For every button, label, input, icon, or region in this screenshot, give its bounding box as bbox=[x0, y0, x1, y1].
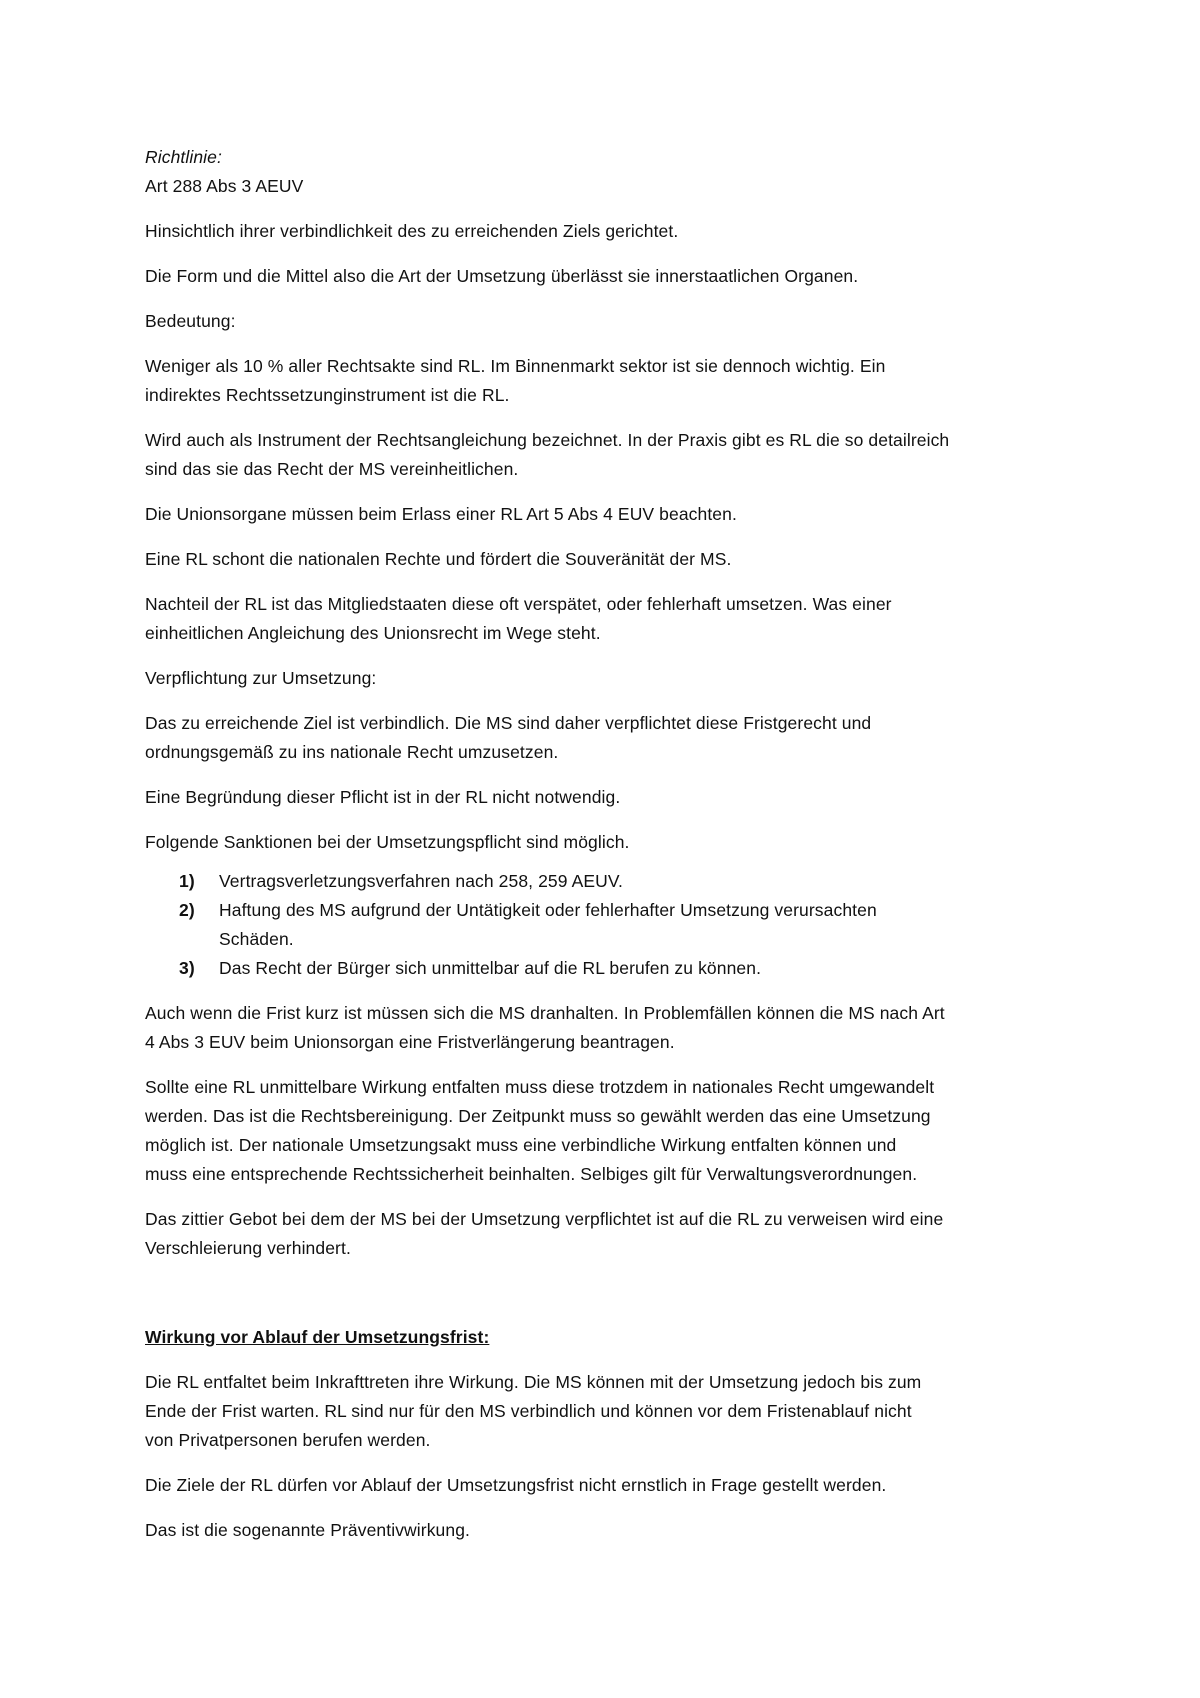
text-line: indirektes Rechtssetzunginstrument ist die RL. bbox=[145, 385, 510, 405]
text-line: Verschleierung verhindert. bbox=[145, 1238, 351, 1258]
text-line: 4 Abs 3 EUV beim Unionsorgan eine Fristverlängerung beantragen. bbox=[145, 1032, 675, 1052]
text-line: Die Unionsorgane müssen beim Erlass einer RL Art 5 Abs 4 EUV beachten. bbox=[145, 504, 737, 524]
list-number: 1) bbox=[179, 871, 195, 891]
bedeutung-paragraph-4 bbox=[145, 545, 1075, 574]
verpflichtung-paragraph-2 bbox=[145, 783, 1075, 812]
list-item bbox=[145, 954, 1075, 983]
heading-bedeutung: Bedeutung: bbox=[145, 311, 236, 331]
verpflichtung-paragraph-6 bbox=[145, 1205, 1075, 1263]
heading-wirkung: Wirkung vor Ablauf der Umsetzungsfrist: bbox=[145, 1327, 490, 1347]
text-line: Folgende Sanktionen bei der Umsetzungspflicht sind möglich. bbox=[145, 832, 630, 852]
text-line: Die Form und die Mittel also die Art der Umsetzung überlässt sie innerstaatlichen Organen. bbox=[145, 266, 859, 286]
document-page bbox=[145, 143, 1075, 1561]
text-line: Ende der Frist warten. RL sind nur für den MS verbindlich und können vor dem Fristenablauf nicht bbox=[145, 1401, 912, 1421]
wirkung-paragraph-1 bbox=[145, 1368, 1075, 1455]
verpflichtung-paragraph-4 bbox=[145, 999, 1075, 1057]
text-line: Eine RL schont die nationalen Rechte und fördert die Souveränität der MS. bbox=[145, 549, 732, 569]
text-line: Haftung des MS aufgrund der Untätigkeit oder fehlerhafter Umsetzung verursachten bbox=[219, 900, 877, 920]
text-line: Auch wenn die Frist kurz ist müssen sich die MS dranhalten. In Problemfällen können die MS nach Art bbox=[145, 1003, 945, 1023]
text-line: von Privatpersonen berufen werden. bbox=[145, 1430, 431, 1450]
section-spacer bbox=[145, 1279, 1075, 1323]
bedeutung-paragraph-1 bbox=[145, 352, 1075, 410]
article-reference: Art 288 Abs 3 AEUV bbox=[145, 176, 304, 196]
text-line: Nachteil der RL ist das Mitgliedstaaten diese oft verspätet, oder fehlerhaft umsetzen. Was einer bbox=[145, 594, 892, 614]
text-line: Das ist die sogenannte Präventivwirkung. bbox=[145, 1520, 471, 1540]
text-line: möglich ist. Der nationale Umsetzungsakt muss eine verbindliche Wirkung entfalten können und bbox=[145, 1135, 897, 1155]
text-line: Vertragsverletzungsverfahren nach 258, 259 AEUV. bbox=[219, 871, 623, 891]
list-number: 2) bbox=[179, 900, 195, 920]
text-line: Eine Begründung dieser Pflicht ist in der RL nicht notwendig. bbox=[145, 787, 621, 807]
bedeutung-paragraph-2 bbox=[145, 426, 1075, 484]
text-line: muss eine entsprechende Rechtssicherheit beinhalten. Selbiges gilt für Verwaltungsverordnungen. bbox=[145, 1164, 918, 1184]
list-number: 3) bbox=[179, 958, 195, 978]
text-line: Wird auch als Instrument der Rechtsangleichung bezeichnet. In der Praxis gibt es RL die so detailreich bbox=[145, 430, 950, 450]
text-line: Das zittier Gebot bei dem der MS bei der Umsetzung verpflichtet ist auf die RL zu verweisen wird eine bbox=[145, 1209, 944, 1229]
text-line: Das Recht der Bürger sich unmittelbar auf die RL berufen zu können. bbox=[219, 958, 762, 978]
verpflichtung-paragraph-1 bbox=[145, 709, 1075, 767]
text-line: Das zu erreichende Ziel ist verbindlich. Die MS sind daher verpflichtet diese Fristgerecht und bbox=[145, 713, 872, 733]
bedeutung-paragraph-3 bbox=[145, 500, 1075, 529]
text-line: Die Ziele der RL dürfen vor Ablauf der Umsetzungsfrist nicht ernstlich in Frage gestellt werden. bbox=[145, 1475, 887, 1495]
text-line: werden. Das ist die Rechtsbereinigung. Der Zeitpunkt muss so gewählt werden das eine Umsetzung bbox=[145, 1106, 931, 1126]
section-label-richtlinie: Richtlinie: bbox=[145, 147, 222, 167]
list-item bbox=[145, 867, 1075, 896]
sanctions-list bbox=[145, 867, 1075, 983]
verpflichtung-paragraph-3 bbox=[145, 828, 1075, 857]
wirkung-paragraph-2 bbox=[145, 1471, 1075, 1500]
text-line: Die RL entfaltet beim Inkrafttreten ihre Wirkung. Die MS können mit der Umsetzung jedoch bis zum bbox=[145, 1372, 922, 1392]
text-line: ordnungsgemäß zu ins nationale Recht umzusetzen. bbox=[145, 742, 559, 762]
heading-verpflichtung: Verpflichtung zur Umsetzung: bbox=[145, 668, 377, 688]
text-line: sind das sie das Recht der MS vereinheitlichen. bbox=[145, 459, 519, 479]
bedeutung-paragraph-5 bbox=[145, 590, 1075, 648]
text-line: Weniger als 10 % aller Rechtsakte sind RL. Im Binnenmarkt sektor ist sie dennoch wichtig. Ein bbox=[145, 356, 886, 376]
text-line: Schäden. bbox=[219, 929, 294, 949]
text-line: Sollte eine RL unmittelbare Wirkung entfalten muss diese trotzdem in nationales Recht umgewandelt bbox=[145, 1077, 935, 1097]
list-item bbox=[145, 896, 1075, 954]
intro-paragraph-1 bbox=[145, 217, 1075, 246]
intro-paragraph-2 bbox=[145, 262, 1075, 291]
verpflichtung-paragraph-5 bbox=[145, 1073, 1075, 1189]
wirkung-paragraph-3 bbox=[145, 1516, 1075, 1545]
text-line: Hinsichtlich ihrer verbindlichkeit des zu erreichenden Ziels gerichtet. bbox=[145, 221, 679, 241]
text-line: einheitlichen Angleichung des Unionsrecht im Wege steht. bbox=[145, 623, 601, 643]
